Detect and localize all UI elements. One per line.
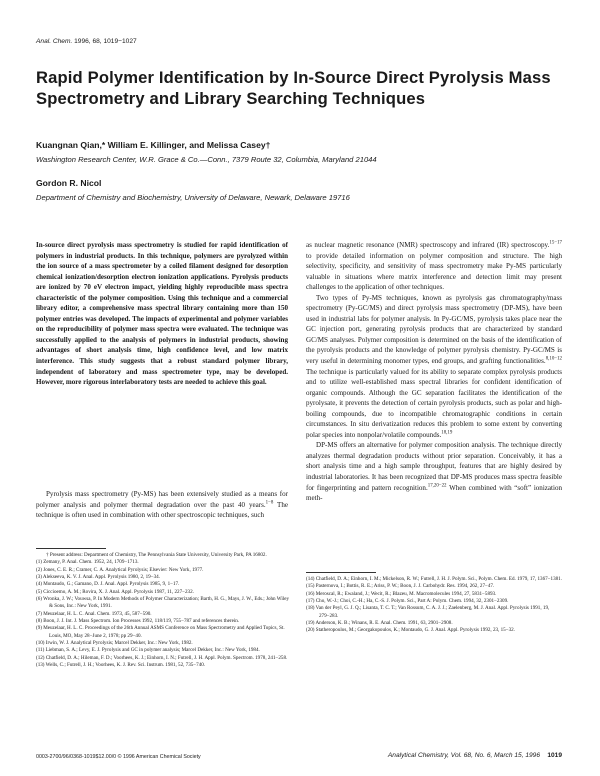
footer-journal: Analytical Chemistry, Vol. 68, No. 6, March 15, 1996 (387, 752, 540, 759)
body-text: When combined with “soft” ionization meth- (306, 483, 562, 503)
body-text: Two types of Py-MS techniques, known as pyrolysis gas chromatography/mass spectrometry (Py-GC/MS) and direct pyrolysis mass spectrometry (DP-MS), have been used in industrial labs for polymer analysis. In Py-GC/MS, pyrolysis takes place near the GC injection port, generating pyrolysis products that are characterized by standard GC/MS analyses. Polymer composition is determined on the basis of the identification of the pyrolysis products and the knowledge of polymer pyrolysis chemistry. Py-GC/MS is very useful in determining monomer types, end groups, and grafting functionalities. (306, 293, 562, 366)
reference-item: (8) Boon, J. J. Int. J. Mass Spectrom. Ion Processes 1992, 118/119, 755−787 and references therein. (36, 618, 240, 625)
footnote-divider-right (306, 572, 376, 573)
reference-item: (11) Liebman, S. A.; Levy, E. J. Pyrolysis and GC in polymer analysis; Marcel Dekker, Inc.: New York, 1984. (36, 647, 260, 654)
journal-volume: 1996, 68, 1019−1027 (74, 38, 137, 45)
citation: 15−17 (549, 240, 562, 246)
intro-text-continued: The technique is often used in combination with other spectroscopic techniques, such (36, 500, 289, 520)
reference-item: (18) Van der Peyl, G. J. Q.; Lisanta, T. C. T.; Van Rossum, C. A. J. J.; Zaelenberg, M. J. Anal. Appl. Pyrolysis 1991, 19, 279−283. (306, 605, 550, 619)
references-left (36, 552, 290, 670)
body-paragraph (306, 293, 562, 441)
reference-item: (2) Jones, C. E. R.; Cramer, C. A. Analytical Pyrolysis; Elsevier: New York, 1977. (36, 566, 204, 573)
journal-footer (306, 752, 562, 759)
right-column-body (306, 240, 562, 504)
page-number: 1019 (547, 752, 562, 759)
reference-item: (20) Statheropoulos, M.; Georgakopoulos, K.; Montaudo, G. J. Anal. Appl. Pyrolysis 1992, 23, 15−32. (306, 627, 515, 634)
affiliation-2: Department of Chemistry and Biochemistry, University of Delaware, Newark, Delaware 19716 (36, 193, 350, 202)
body-text: The technique is particularly valued for its ability to separate complex pyrolysis products and to utilize well-established mass spectral libraries for confident identification of organic compounds. Although the GC separation facilitates the identification of the pyrolysate, it prevents the detection of certain pyrolysis products, such as polar and high-boiling compounds, due to incompatible chromatographic conditions in certain circumstances. In situ derivatization reduces this problem to some extent by converting polar species into nonpolar/volatile compounds. (306, 367, 562, 439)
reference-item: (5) Ciccioemo, A. M.; Rovira, X. J. Anal. Appl. Pyrolysis 1987, 11, 227−232. (36, 588, 194, 595)
citation: 17,20−22 (427, 483, 447, 489)
reference-item: (6) Wronka, J. W.; Vouwsa, P. In Modern Methods of Polymer Characterization; Barth, H. G., Mays, J. W., Eds.; John Wiley & Sons, Inc.: New York, 1991. (36, 596, 290, 610)
reference-item: (19) Anderson, K. B.; Winans, R. E. Anal. Chem. 1991, 63, 2901−2908. (306, 620, 453, 627)
references-right (306, 576, 562, 635)
affiliation-1: Washington Research Center, W.R. Grace & Co.—Conn., 7379 Route 32, Columbia, Maryland 21044 (36, 155, 377, 164)
article-title: Rapid Polymer Identification by In-Source Direct Pyrolysis Mass Spectrometry and Library Searching Techniques (36, 68, 551, 108)
reference-item: (4) Montaudo, G.; Gamano, D. J. Anal. Appl. Pyrolysis 1985, 9, 1−17. (36, 581, 180, 588)
reference-item: (16) Meroscal, R.; Ewaland, J.; Wecit, R.; Blazeu, M. Macromolecules 1994, 27, 5831−5893. (306, 590, 497, 597)
reference-item: (9) Meuzelaar, H. L. C. Proceedings of the 26th Annual ASMS Conference on Mass Spectrometry and Applied Topics, St. Louis, MO, May 28−June 2, 1978; pp 29−40. (36, 625, 285, 639)
reference-item: (1) Zemany, P. Anal. Chem. 1952, 24, 1709−1713. (36, 559, 139, 566)
intro-text: Pyrolysis mass spectrometry (Py-MS) has been extensively studied as a means for polymer analysis and polymer thermal degradation over the past 40 years. (36, 490, 288, 509)
body-text: as nuclear magnetic resonance (NMR) spectroscopy and infrared (IR) spectroscopy. (306, 241, 550, 249)
copyright-footer: 0003-2700/96/0368-1019$12.00/0 © 1996 American Chemical Society (36, 754, 201, 760)
body-text: DP-MS offers an alternative for polymer composition analysis. The technique directly analyzes thermal degradation products without prior separation. Conceivably, it has a short analysis time and a high sample throughput, features that are highly desired by industrial laboratories. It has been recognized that DP-MS produces mass spectra feasible for fingerprinting and pattern recognition. (306, 441, 562, 492)
intro-paragraph (36, 489, 288, 521)
reference-item: (14) Chatfield, D. A.; Einhorn, I. M.; Mickelson, R. W.; Futrell, J. H. J. Polym. Sci., Polym. Chem. Ed. 1979, 17, 1367−1381. (306, 576, 563, 582)
reference-item: (3) Alekseeva, K. V. J. Anal. Appl. Pyrolysis 1980, 2, 19−34. (36, 574, 160, 581)
reference-item: (17) Cho, W.-J.; Choi, C.-H.; Ha, C.-S. J. Polym. Sci., Part A: Polym. Chem. 1994, 32, 2301−2309. (306, 598, 509, 605)
body-text: to provide detailed information on polymer composition and structure. The high selectivity, specificity, and sensitivity of mass spectrometry make Py-MS particularly valuable in situations where matrix interference and detection limit may present challenges to the application of other techniques. (306, 251, 562, 292)
body-paragraph (306, 440, 562, 503)
journal-reference (36, 38, 137, 45)
reference-item: (12) Chatfield, D. A.; Hileman, F. D.; Voorhees, K. J.; Einhorn, I. N.; Futrell, J. H. Appl. Polym. Spectrom. 1978, 241−258. (36, 654, 288, 661)
reference-item: (13) Wells, C.; Futrell, J. H.; Voorhees, K. J. Rev. Sci. Instrum. 1981, 52, 735−740. (36, 662, 206, 669)
author-list-1: Kuangnan Qian,* William E. Killinger, and Melissa Casey† (36, 140, 271, 150)
citation: 18,19 (441, 430, 453, 436)
intro-citation: 1−8 (265, 500, 274, 506)
footnote-divider-left (36, 548, 106, 549)
present-address-footnote: † Present address: Department of Chemistry, The Pennsylvania State University, University Park, PA 16802. (46, 552, 267, 558)
abstract: In-source direct pyrolysis mass spectrometry is studied for rapid identification of polymers in industrial products. In this technique, polymers are pyrolyzed within the ion source of a mass spectrometer by a coiled filament designed for desorption chemical ionization/desorption electron ionization applications. Pyrolysis products are ionized by 70 eV electron impact, yielding highly reproducible mass spectra characteristic of the polymer composition. Using this technique and a commercial library editor, a comprehensive mass spectral library containing more than 150 polymer entries was developed. The impacts of experimental and polymer variables on the reproducibility of polymer mass spectra were evaluated. The technique was successfully applied to the analysis of polymers in industrial products, showing advantages of short analysis time, high confidence level, and low matrix interference. This study suggests that a robust standard polymer library, independent of laboratory and mass spectrometer type, may be developed. However, more rigorous interlaboratory tests are needed to achieve this goal. (36, 241, 288, 387)
reference-item: (15) Pasternova, I.; Bottis, R. E.; Ariss, P. W.; Boon, J. J. Carbohydr. Res. 1994, 262, 27−47. (306, 583, 495, 590)
citation: 8,10−12 (545, 356, 562, 362)
journal-name: Anal. Chem. (36, 38, 73, 45)
body-paragraph (306, 240, 562, 293)
reference-item: (10) Irwin, W. J. Analytical Pyrolysis; Marcel Dekker, Inc.: New York, 1982. (36, 640, 193, 647)
author-list-2: Gordon R. Nicol (36, 178, 102, 188)
reference-item: (7) Meuzelaar, H. L. C. Anal. Chem. 1973, 45, 587−590. (36, 610, 152, 617)
